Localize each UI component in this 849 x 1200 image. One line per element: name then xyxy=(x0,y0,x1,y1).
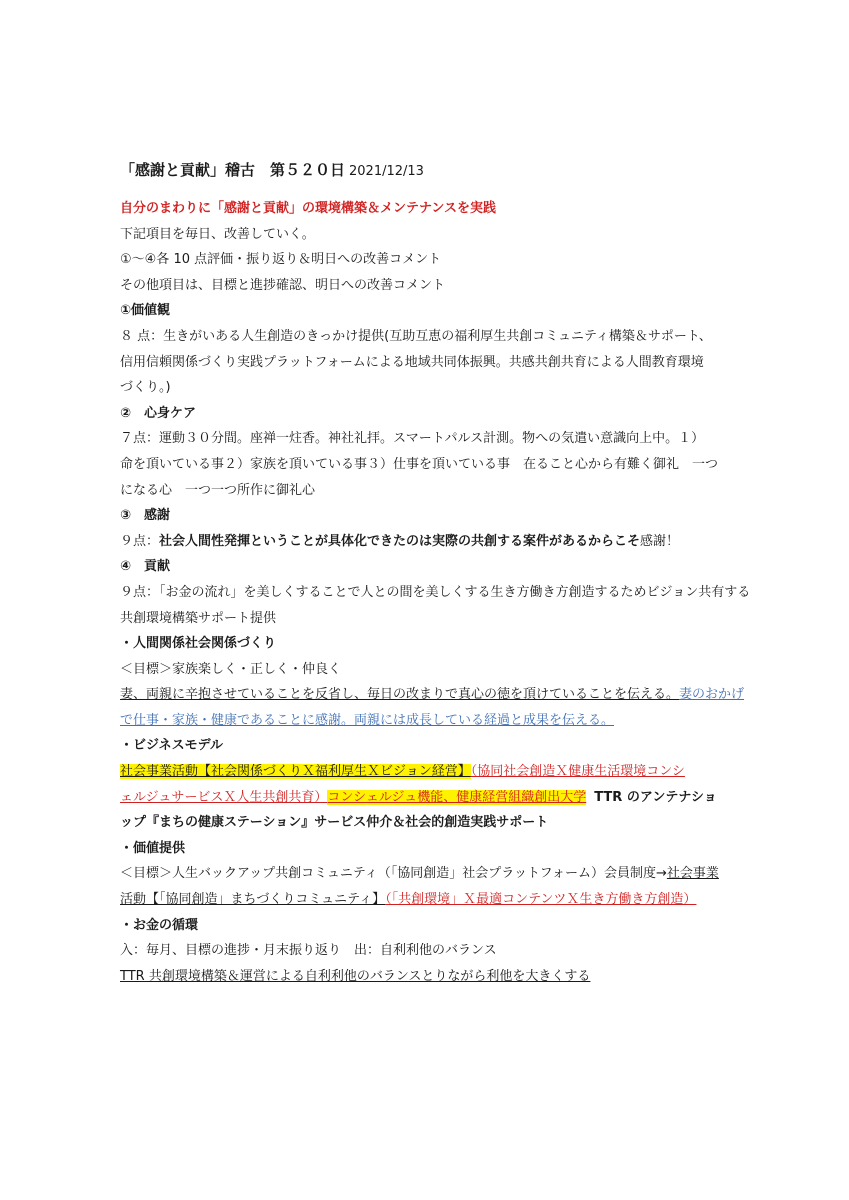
business-red-1: （協同社会創造Ｘ健康生活環境コンシ xyxy=(470,764,685,780)
values-line-3: づくり。) xyxy=(120,380,171,396)
contribution-line-2: 共創環境構築サポート提供 xyxy=(120,610,277,626)
business-highlight-1: 社会事業活動【社会関係づくりＸ福利厚生Ｘビジョン経営】 xyxy=(120,764,471,780)
business-line-3: ップ『まちの健康ステーション』サービス仲介＆社会的創造実践サポート xyxy=(120,815,549,831)
values-line-2: 信用信頼関係づくり実践プラットフォームによる地域共同体振興。共感共創共育による人間教育環境 xyxy=(120,354,704,370)
relations-heading: ・人間関係社会関係づくり xyxy=(120,636,277,652)
title-text: 「感謝と貢献」稽古 第５２０日 xyxy=(120,161,346,179)
intro-line-2: ①～④各 10 点評価・振り返り＆明日への改善コメント xyxy=(120,252,442,268)
money-line-2: TTR 共創環境構築＆運営による自利利他のバランスとりながら利他を大きくする xyxy=(120,968,591,984)
title-date: 2021/12/13 xyxy=(349,164,424,179)
business-red-2: ェルジュサービスＸ人生共創共育） xyxy=(120,789,328,805)
relations-line-1 xyxy=(120,682,745,708)
values-heading: ①価値観 xyxy=(120,303,171,319)
business-bold-2: TTR のアンテナショ xyxy=(594,789,717,805)
headline: 自分のまわりに「感謝と貢献」の環境構築＆メンテナンスを実践 xyxy=(120,201,496,216)
relations-text-1-blue: 妻のおかげ xyxy=(679,687,745,703)
gratitude-bold: 社会人間性発揮ということが具体化できたのは実際の共創する案件があるからこそ xyxy=(159,533,641,549)
offering-line-1 xyxy=(120,861,740,887)
business-line-1 xyxy=(120,759,740,785)
offering-red-2: （「共創環境」Ｘ最適コンテンツＸ生き方働き方創造） xyxy=(385,892,697,908)
offering-ul-1: 社会事業 xyxy=(666,866,719,882)
document-body xyxy=(120,196,751,989)
care-line-3: になる心 一つ一つ所作に御礼心 xyxy=(120,482,316,498)
care-line-2: 命を頂いている事２）家族を頂いている事３）仕事を頂いている事 在ること心から有難く御礼 一つ xyxy=(120,456,719,472)
care-line-1: ７点：運動３０分間。座禅一炷香。神社礼拝。スマートパルス計測。物への気遣い意識向上中。１） xyxy=(120,431,705,447)
business-heading: ・ビジネスモデル xyxy=(120,738,223,754)
intro-line-3: その他項目は、目標と進捗確認、明日への改善コメント xyxy=(120,277,446,293)
business-highlight-2: コンシェルジュ機能、健康経営組織創出大学 xyxy=(327,789,587,805)
gratitude-line xyxy=(120,529,740,555)
relations-text-1: 妻、両親に辛抱させていることを反省し、毎日の改まりで真心の徳を頂けていることを伝える。 xyxy=(120,687,680,703)
offering-heading: ・価値提供 xyxy=(120,840,186,856)
business-line-2 xyxy=(120,785,740,811)
contribution-heading: ④ 貢献 xyxy=(120,559,171,575)
gratitude-suffix: 感謝！ xyxy=(640,533,680,549)
money-heading: ・お金の循環 xyxy=(120,917,199,933)
offering-text-1: ＜目標＞人生バックアップ共創コミュニティ（「協同創造」社会プラットフォーム）会員制度→ xyxy=(120,866,667,882)
relations-line-2: で仕事・家族・健康であることに感謝。両親には成長している経過と成果を伝える。 xyxy=(120,712,615,728)
values-line-1: ８ 点：生きがいある人生創造のきっかけ提供(互助互恵の福利厚生共創コミュニティ構築＆サポート、 xyxy=(120,328,712,344)
gratitude-heading: ③ 感謝 xyxy=(120,508,171,524)
gratitude-prefix: ９点： xyxy=(120,533,160,549)
money-line-1: 入：毎月、目標の進捗・月末振り返り 出：自利利他のバランス xyxy=(120,943,497,959)
care-heading: ② 心身ケア xyxy=(120,405,197,421)
intro-line-1: 下記項目を毎日、改善していく。 xyxy=(120,226,315,242)
relations-goal: ＜目標＞家族楽しく・正しく・仲良く xyxy=(120,661,342,677)
contribution-line-1: ９点：「お金の流れ」を美しくすることで人との間を美しくする生き方働き方創造するためビジョン共有する xyxy=(120,584,751,600)
offering-line-2 xyxy=(120,887,740,913)
page-title xyxy=(120,159,424,180)
offering-ul-2: 活動【「協同創造」まちづくりコミュニティ】 xyxy=(120,892,386,908)
